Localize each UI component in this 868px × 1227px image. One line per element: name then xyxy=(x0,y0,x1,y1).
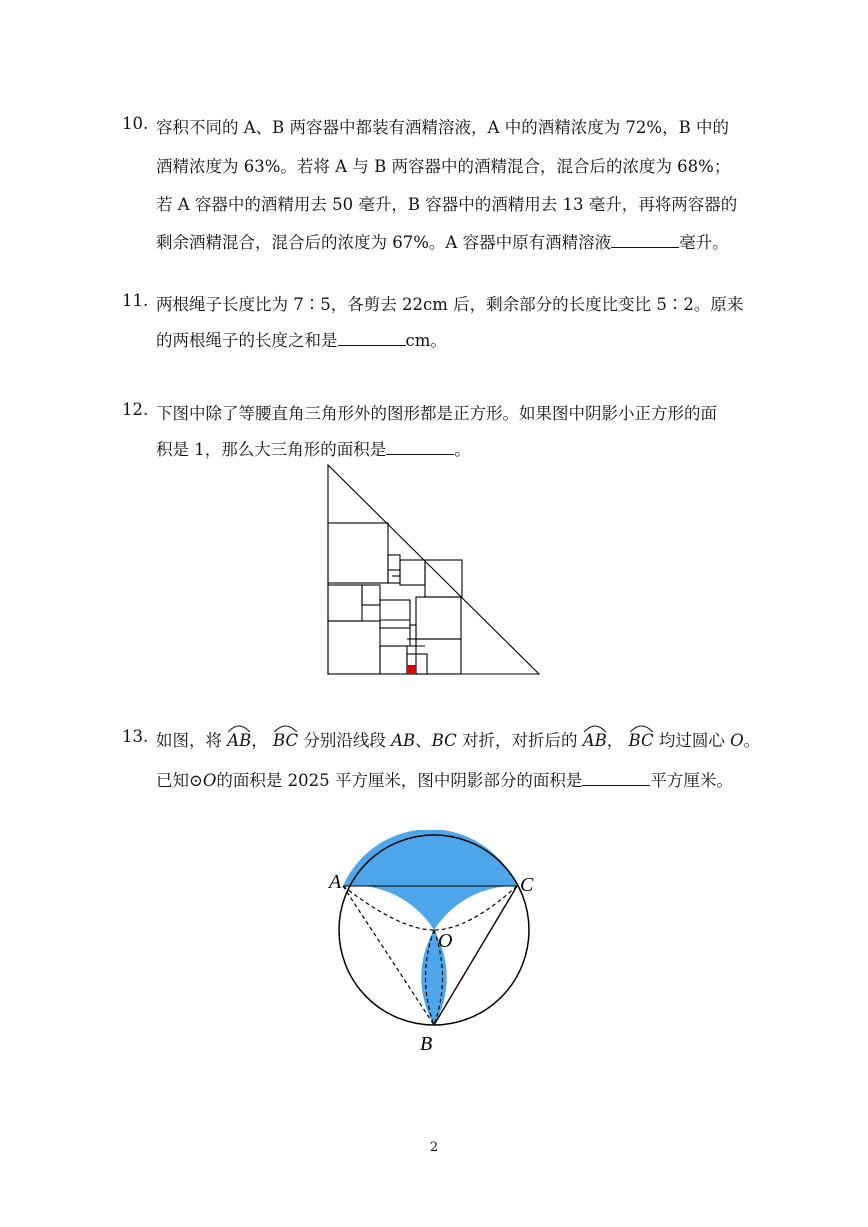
text-fragment: 剩余酒精混合，混合后的浓度为 67%。A 容器中原有酒精溶液 xyxy=(156,233,612,252)
problem-text-line xyxy=(156,229,729,253)
text-fragment: 均过圆心 xyxy=(658,731,725,750)
text-fragment: 、 xyxy=(415,731,432,750)
problem-text-line: 酒精浓度为 63%。若将 A 与 B 两容器中的酒精混合，混合后的浓度为 68%； xyxy=(156,157,731,176)
shaded-top-region xyxy=(343,830,517,930)
triangle-squares-figure xyxy=(320,460,546,680)
text-fragment: 对折，对折后的 xyxy=(461,731,578,750)
square xyxy=(328,523,388,583)
center-label: O xyxy=(730,731,744,750)
problem-number: 11. xyxy=(122,291,149,310)
text-fragment: 平方厘米。 xyxy=(650,771,733,790)
point-label-b: B xyxy=(420,1033,433,1055)
center-label: O xyxy=(202,771,217,790)
text-fragment: 的两根绳子的长度之和是 xyxy=(156,331,338,350)
text-fragment: 已知⊙ xyxy=(156,771,203,790)
arc-label: AB xyxy=(583,727,607,750)
answer-blank[interactable] xyxy=(386,439,454,455)
point-label-a: A xyxy=(329,871,342,893)
problem-text-line: 容积不同的 A、B 两容器中都装有酒精溶液，A 中的酒精浓度为 72%，B 中的 xyxy=(156,118,729,137)
problem-text-line: 两根绳子长度比为 7∶5，各剪去 22cm 后，剩余部分的长度比变比 5∶2。原来 xyxy=(156,295,744,314)
answer-blank[interactable] xyxy=(338,330,406,346)
arc-label: BC xyxy=(629,727,654,750)
problem-number: 12. xyxy=(122,400,149,419)
text-fragment: 积是 1，那么大三角形的面积是 xyxy=(156,440,387,459)
text-fragment: ， xyxy=(251,731,268,750)
problem-text-line xyxy=(156,727,760,751)
arc-label: BC xyxy=(273,727,298,750)
page-number: 2 xyxy=(429,1140,439,1155)
square xyxy=(362,585,380,605)
shaded-small-square xyxy=(407,665,416,674)
point-label-o: O xyxy=(438,930,453,952)
square xyxy=(416,639,461,674)
answer-blank[interactable] xyxy=(611,232,679,248)
text-fragment: 毫升。 xyxy=(679,233,729,252)
problem-number: 13. xyxy=(122,727,149,746)
square xyxy=(425,560,462,597)
problem-number: 10. xyxy=(122,114,149,133)
square xyxy=(380,600,410,628)
circle-fold-figure xyxy=(320,830,550,1060)
square xyxy=(416,597,461,639)
point-label-c: C xyxy=(520,874,534,896)
text-fragment: 。 xyxy=(454,440,471,459)
arc-label: AB xyxy=(227,727,251,750)
text-fragment: cm。 xyxy=(405,331,447,350)
square xyxy=(328,621,380,674)
segment-label: AB xyxy=(391,731,416,750)
text-fragment: 。 xyxy=(743,731,761,750)
answer-blank[interactable] xyxy=(582,770,650,786)
isosceles-right-triangle xyxy=(328,465,539,674)
square xyxy=(388,555,400,583)
square xyxy=(410,625,416,646)
text-fragment: 的面积是 2025 平方厘米，图中阴影部分的面积是 xyxy=(216,771,583,790)
square xyxy=(400,560,425,585)
square xyxy=(380,646,407,674)
problem-text-line: 若 A 容器中的酒精用去 50 毫升，B 容器中的酒精用去 13 毫升，再将两容器的 xyxy=(156,195,738,214)
problem-text-line xyxy=(156,436,471,460)
problem-text-line xyxy=(156,767,733,791)
text-fragment: 如图，将 xyxy=(156,731,222,750)
problem-text-line: 下图中除了等腰直角三角形外的图形都是正方形。如果图中阴影小正方形的面 xyxy=(156,404,717,423)
square xyxy=(328,585,362,621)
text-fragment: ， xyxy=(606,731,624,750)
problem-text-line xyxy=(156,327,447,351)
segment-label: BC xyxy=(431,731,457,750)
text-fragment: 分别沿线段 xyxy=(303,731,386,750)
